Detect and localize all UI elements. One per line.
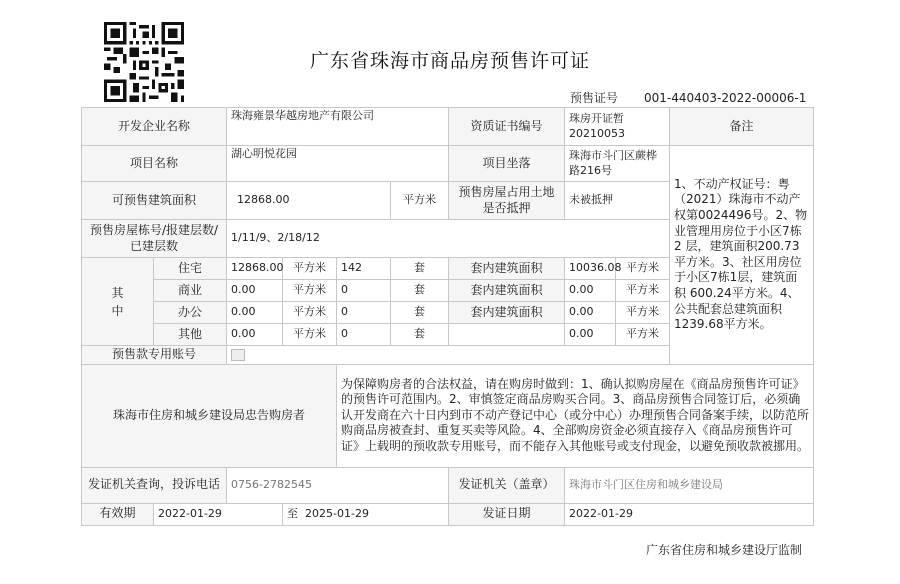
issue-date-value: 2022-01-29 xyxy=(565,503,814,525)
row-area: 0.00 xyxy=(227,280,283,302)
row-area-unit: 平方米 xyxy=(283,258,337,280)
row-area: 0.00 xyxy=(227,324,283,346)
remark-text: 1、不动产权证号：粤（2021）珠海市不动产权第0024496号。2、物业管理用房位于小区7栋 2 层，建筑面积200.73平方米。3、社区用房位于小区7栋1层，建筑面积 600.24平方米。4、公共配套总建筑面积1239.68平方米。 xyxy=(670,146,814,365)
row-inner-value: 0.00 xyxy=(565,280,616,302)
notice-text: 为保障购房者的合法权益，请在购房时做到：1、确认拟购房屋在《商品房预售许可证》的预售许可范围内。2、审慎签定商品房购买合同。3、商品房预售合同签订后，必须确认开发商在六十日内到市不动产登记中心（或分中心）办理预售合同备案手续，以防范所购商品房被查封、重复买卖等风险。4、全部购房资金必须直接存入《商品房预售许可证》上载明的预收款专用账号，而不能存入其他账号或支付现金，以避免预收款被挪用。 xyxy=(337,364,814,467)
buildings-label: 预售房屋栋号/报建层数/已建层数 xyxy=(82,220,227,258)
row-area-unit: 平方米 xyxy=(283,280,337,302)
issuer-label: 发证机关（盖章） xyxy=(449,467,565,503)
issuer-value: 珠海市斗门区住房和城乡建设局 xyxy=(565,467,814,503)
among-label xyxy=(82,258,154,346)
among-text: 其中 xyxy=(111,285,124,318)
row-unit: 套 xyxy=(391,258,449,280)
row-type: 商业 xyxy=(154,280,227,302)
row-count: 0 xyxy=(337,280,391,302)
developer-label: 开发企业名称 xyxy=(82,108,227,146)
row-inner-value: 10036.08 xyxy=(565,258,616,280)
row-area: 12868.00 xyxy=(227,258,283,280)
row-inner-label: 套内建筑面积 xyxy=(449,302,565,324)
issue-date-label: 发证日期 xyxy=(449,503,565,525)
qualification-value: 珠房开证暂20210053 xyxy=(565,108,670,146)
row-unit: 套 xyxy=(391,324,449,346)
row-inner-unit: 平方米 xyxy=(616,324,670,346)
row-inner-value: 0.00 xyxy=(565,302,616,324)
page-title: 广东省珠海市商品房预售许可证 xyxy=(309,50,590,72)
validity-label: 有效期 xyxy=(82,503,154,525)
row-area: 0.00 xyxy=(227,302,283,324)
remark-label: 备注 xyxy=(670,108,814,146)
permit-number xyxy=(570,89,806,106)
row-type: 办公 xyxy=(154,302,227,324)
row-area-unit: 平方米 xyxy=(283,302,337,324)
developer-value: 珠海雍景华越房地产有限公司 xyxy=(227,108,449,146)
supervisor-footer: 广东省住房和城乡建设厅监制 xyxy=(646,543,803,557)
row-inner-label: 套内建筑面积 xyxy=(449,258,565,280)
location-label: 项目坐落 xyxy=(449,146,565,182)
row-inner-unit: 平方米 xyxy=(616,280,670,302)
phone-value: 0756-2782545 xyxy=(227,467,449,503)
area-unit: 平方米 xyxy=(391,182,449,220)
valid-range xyxy=(283,503,449,525)
valid-from: 2022-01-29 xyxy=(154,503,283,525)
area-value: 12868.00 xyxy=(227,182,391,220)
row-count: 0 xyxy=(337,302,391,324)
row-inner-value: 0.00 xyxy=(565,324,616,346)
mortgage-label: 预售房屋占用土地是否抵押 xyxy=(449,182,565,220)
to-label: 至 xyxy=(287,506,299,520)
row-type: 其他 xyxy=(154,324,227,346)
permit-value: 001-440403-2022-00006-1 xyxy=(644,91,807,105)
row-count: 0 xyxy=(337,324,391,346)
qualification-label: 资质证书编号 xyxy=(449,108,565,146)
account-label: 预售款专用账号 xyxy=(82,346,227,365)
buildings-value: 1/11/9、2/18/12 xyxy=(227,220,670,258)
row-inner-label: 套内建筑面积 xyxy=(449,280,565,302)
row-type: 住宅 xyxy=(154,258,227,280)
mortgage-value: 未被抵押 xyxy=(565,182,670,220)
row-inner-label xyxy=(449,324,565,346)
valid-to: 2025-01-29 xyxy=(305,506,369,520)
location-value: 珠海市斗门区蕨桦路216号 xyxy=(565,146,670,182)
project-label: 项目名称 xyxy=(82,146,227,182)
pencil-icon xyxy=(231,349,245,361)
row-unit: 套 xyxy=(391,280,449,302)
permit-label: 预售证号 xyxy=(570,91,619,105)
account-value xyxy=(227,346,814,365)
row-inner-unit: 平方米 xyxy=(616,302,670,324)
query-label: 发证机关查询，投诉电话 xyxy=(82,467,227,503)
row-inner-unit: 平方米 xyxy=(616,258,670,280)
project-value: 湖心明悦花园 xyxy=(227,146,449,182)
row-area-unit: 平方米 xyxy=(283,324,337,346)
permit-table xyxy=(81,107,814,526)
row-unit: 套 xyxy=(391,302,449,324)
area-label: 可预售建筑面积 xyxy=(82,182,227,220)
row-count: 142 xyxy=(337,258,391,280)
notice-label: 珠海市住房和城乡建设局忠告购房者 xyxy=(82,364,337,467)
